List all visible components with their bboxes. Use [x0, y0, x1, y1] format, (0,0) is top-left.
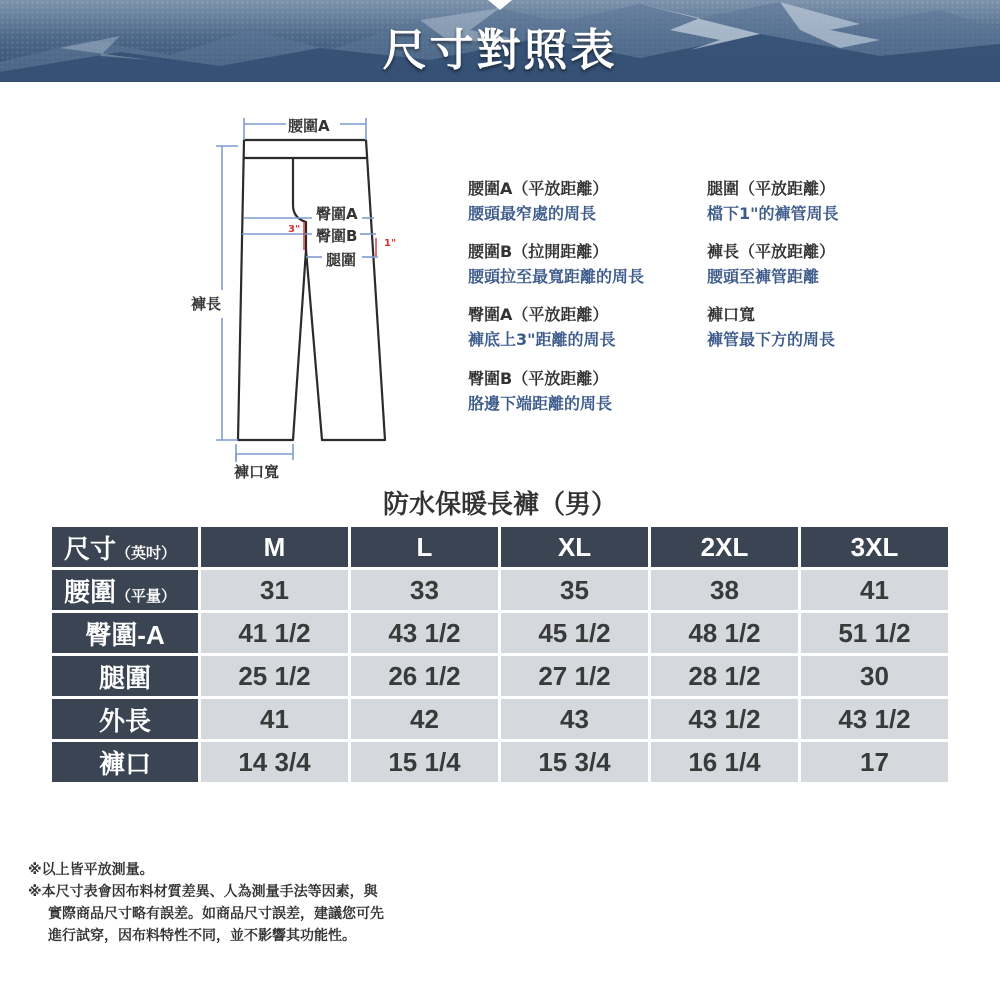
- table-cell: 14 3/4: [201, 742, 348, 782]
- table-cell: 25 1/2: [201, 656, 348, 696]
- row-header-cell: 外長: [52, 699, 198, 739]
- table-cell: 15 1/4: [351, 742, 498, 782]
- size-header-cell: 2XL: [651, 527, 798, 567]
- table-cell: 17: [801, 742, 948, 782]
- footnote-line: 進行試穿，因布料特性不同，並不影響其功能性。: [48, 928, 356, 944]
- table-cell: 35: [501, 570, 648, 610]
- table-cell: 28 1/2: [651, 656, 798, 696]
- table-row: [52, 656, 948, 696]
- row-sub-label: （平量）: [116, 587, 177, 605]
- row-label: 腰圍: [64, 576, 117, 607]
- table-cell: 43 1/2: [351, 613, 498, 653]
- table-cell: 31: [201, 570, 348, 610]
- definition-description: 檔下1"的褲管周長: [707, 204, 839, 223]
- table-cell: 15 3/4: [501, 742, 648, 782]
- definition-description: 褲底上3"距離的周長: [468, 330, 616, 349]
- definition-thigh: [707, 176, 838, 226]
- definition-waist-a: [468, 176, 608, 226]
- table-cell: 41 1/2: [201, 613, 348, 653]
- definition-heading: 臀圍A（平放距離）: [468, 305, 609, 324]
- definition-heading: 臀圍B（平放距離）: [468, 369, 609, 388]
- footnote-line: ※本尺寸表會因布料材質差異、人為測量手法等因素，與: [28, 884, 378, 900]
- hip-a-label: 臀圍A: [316, 205, 358, 223]
- size-header-cell: L: [351, 527, 498, 567]
- table-cell: 43 1/2: [651, 699, 798, 739]
- table-cell: 33: [351, 570, 498, 610]
- corner-sub-label: （英吋）: [116, 544, 177, 562]
- definition-description: 腰頭至褲管距離: [707, 267, 820, 286]
- table-cell: 16 1/4: [651, 742, 798, 782]
- table-cell: 38: [651, 570, 798, 610]
- corner-label: 尺寸: [64, 533, 117, 564]
- table-cell: 43 1/2: [801, 699, 948, 739]
- table-row: [52, 613, 948, 653]
- footnotes: [28, 859, 384, 947]
- hem-label: 褲口寬: [234, 463, 280, 481]
- definition-heading: 褲長（平放距離）: [707, 242, 836, 261]
- definition-description: 胳邊下端距離的周長: [468, 394, 613, 413]
- definition-hip-a: [468, 302, 615, 352]
- table-row: [52, 699, 948, 739]
- table-title: 防水保暖長褲（男）: [382, 490, 617, 520]
- size-header-cell: 3XL: [801, 527, 948, 567]
- definition-description: 腰頭拉至最寬距離的周長: [468, 267, 645, 286]
- table-cell: 42: [351, 699, 498, 739]
- size-header-cell: XL: [501, 527, 648, 567]
- footnote-line: ※以上皆平放測量。: [28, 862, 154, 878]
- three-inch-mark: 3": [288, 224, 301, 235]
- table-cell: 26 1/2: [351, 656, 498, 696]
- length-label: 褲長: [191, 295, 222, 313]
- row-header-cell: [52, 570, 198, 610]
- definition-waist-b: [468, 239, 644, 289]
- definition-description: 褲管最下方的周長: [707, 330, 836, 349]
- one-inch-mark: 1": [384, 238, 397, 249]
- row-header-cell: 臀圍-A: [52, 613, 198, 653]
- definition-heading: 腰圍B（拉開距離）: [468, 242, 609, 261]
- table-cell: 27 1/2: [501, 656, 648, 696]
- row-header-cell: 褲口: [52, 742, 198, 782]
- definition-heading: 腰圍A（平放距離）: [468, 179, 609, 198]
- table-row: [52, 742, 948, 782]
- definition-heading: 腿圍（平放距離）: [707, 179, 836, 198]
- thigh-label: 腿圍: [326, 251, 357, 269]
- table-cell: 41: [801, 570, 948, 610]
- definition-description: 腰頭最窄處的周長: [468, 204, 597, 223]
- table-cell: 43: [501, 699, 648, 739]
- footnote-line: 實際商品尺寸略有誤差。如商品尺寸誤差，建議您可先: [48, 906, 384, 922]
- corner-header-cell: [52, 527, 198, 567]
- pants-outline: [238, 140, 385, 440]
- table-cell: 48 1/2: [651, 613, 798, 653]
- definition-heading: 褲口寬: [707, 305, 756, 324]
- definition-length: [707, 239, 835, 289]
- table-cell: 41: [201, 699, 348, 739]
- hip-b-label: 臀圍B: [316, 227, 358, 245]
- definition-hem: [707, 302, 835, 352]
- banner-title: 尺寸對照表: [382, 25, 618, 76]
- table-header-row: [52, 527, 948, 567]
- waist-a-label: 腰圍A: [288, 117, 330, 135]
- row-header-cell: 腿圍: [52, 656, 198, 696]
- definition-hip-b: [468, 366, 612, 416]
- table-cell: 51 1/2: [801, 613, 948, 653]
- size-chart-table: [49, 524, 951, 785]
- table-row: [52, 570, 948, 610]
- table-cell: 30: [801, 656, 948, 696]
- table-cell: 45 1/2: [501, 613, 648, 653]
- size-header-cell: M: [201, 527, 348, 567]
